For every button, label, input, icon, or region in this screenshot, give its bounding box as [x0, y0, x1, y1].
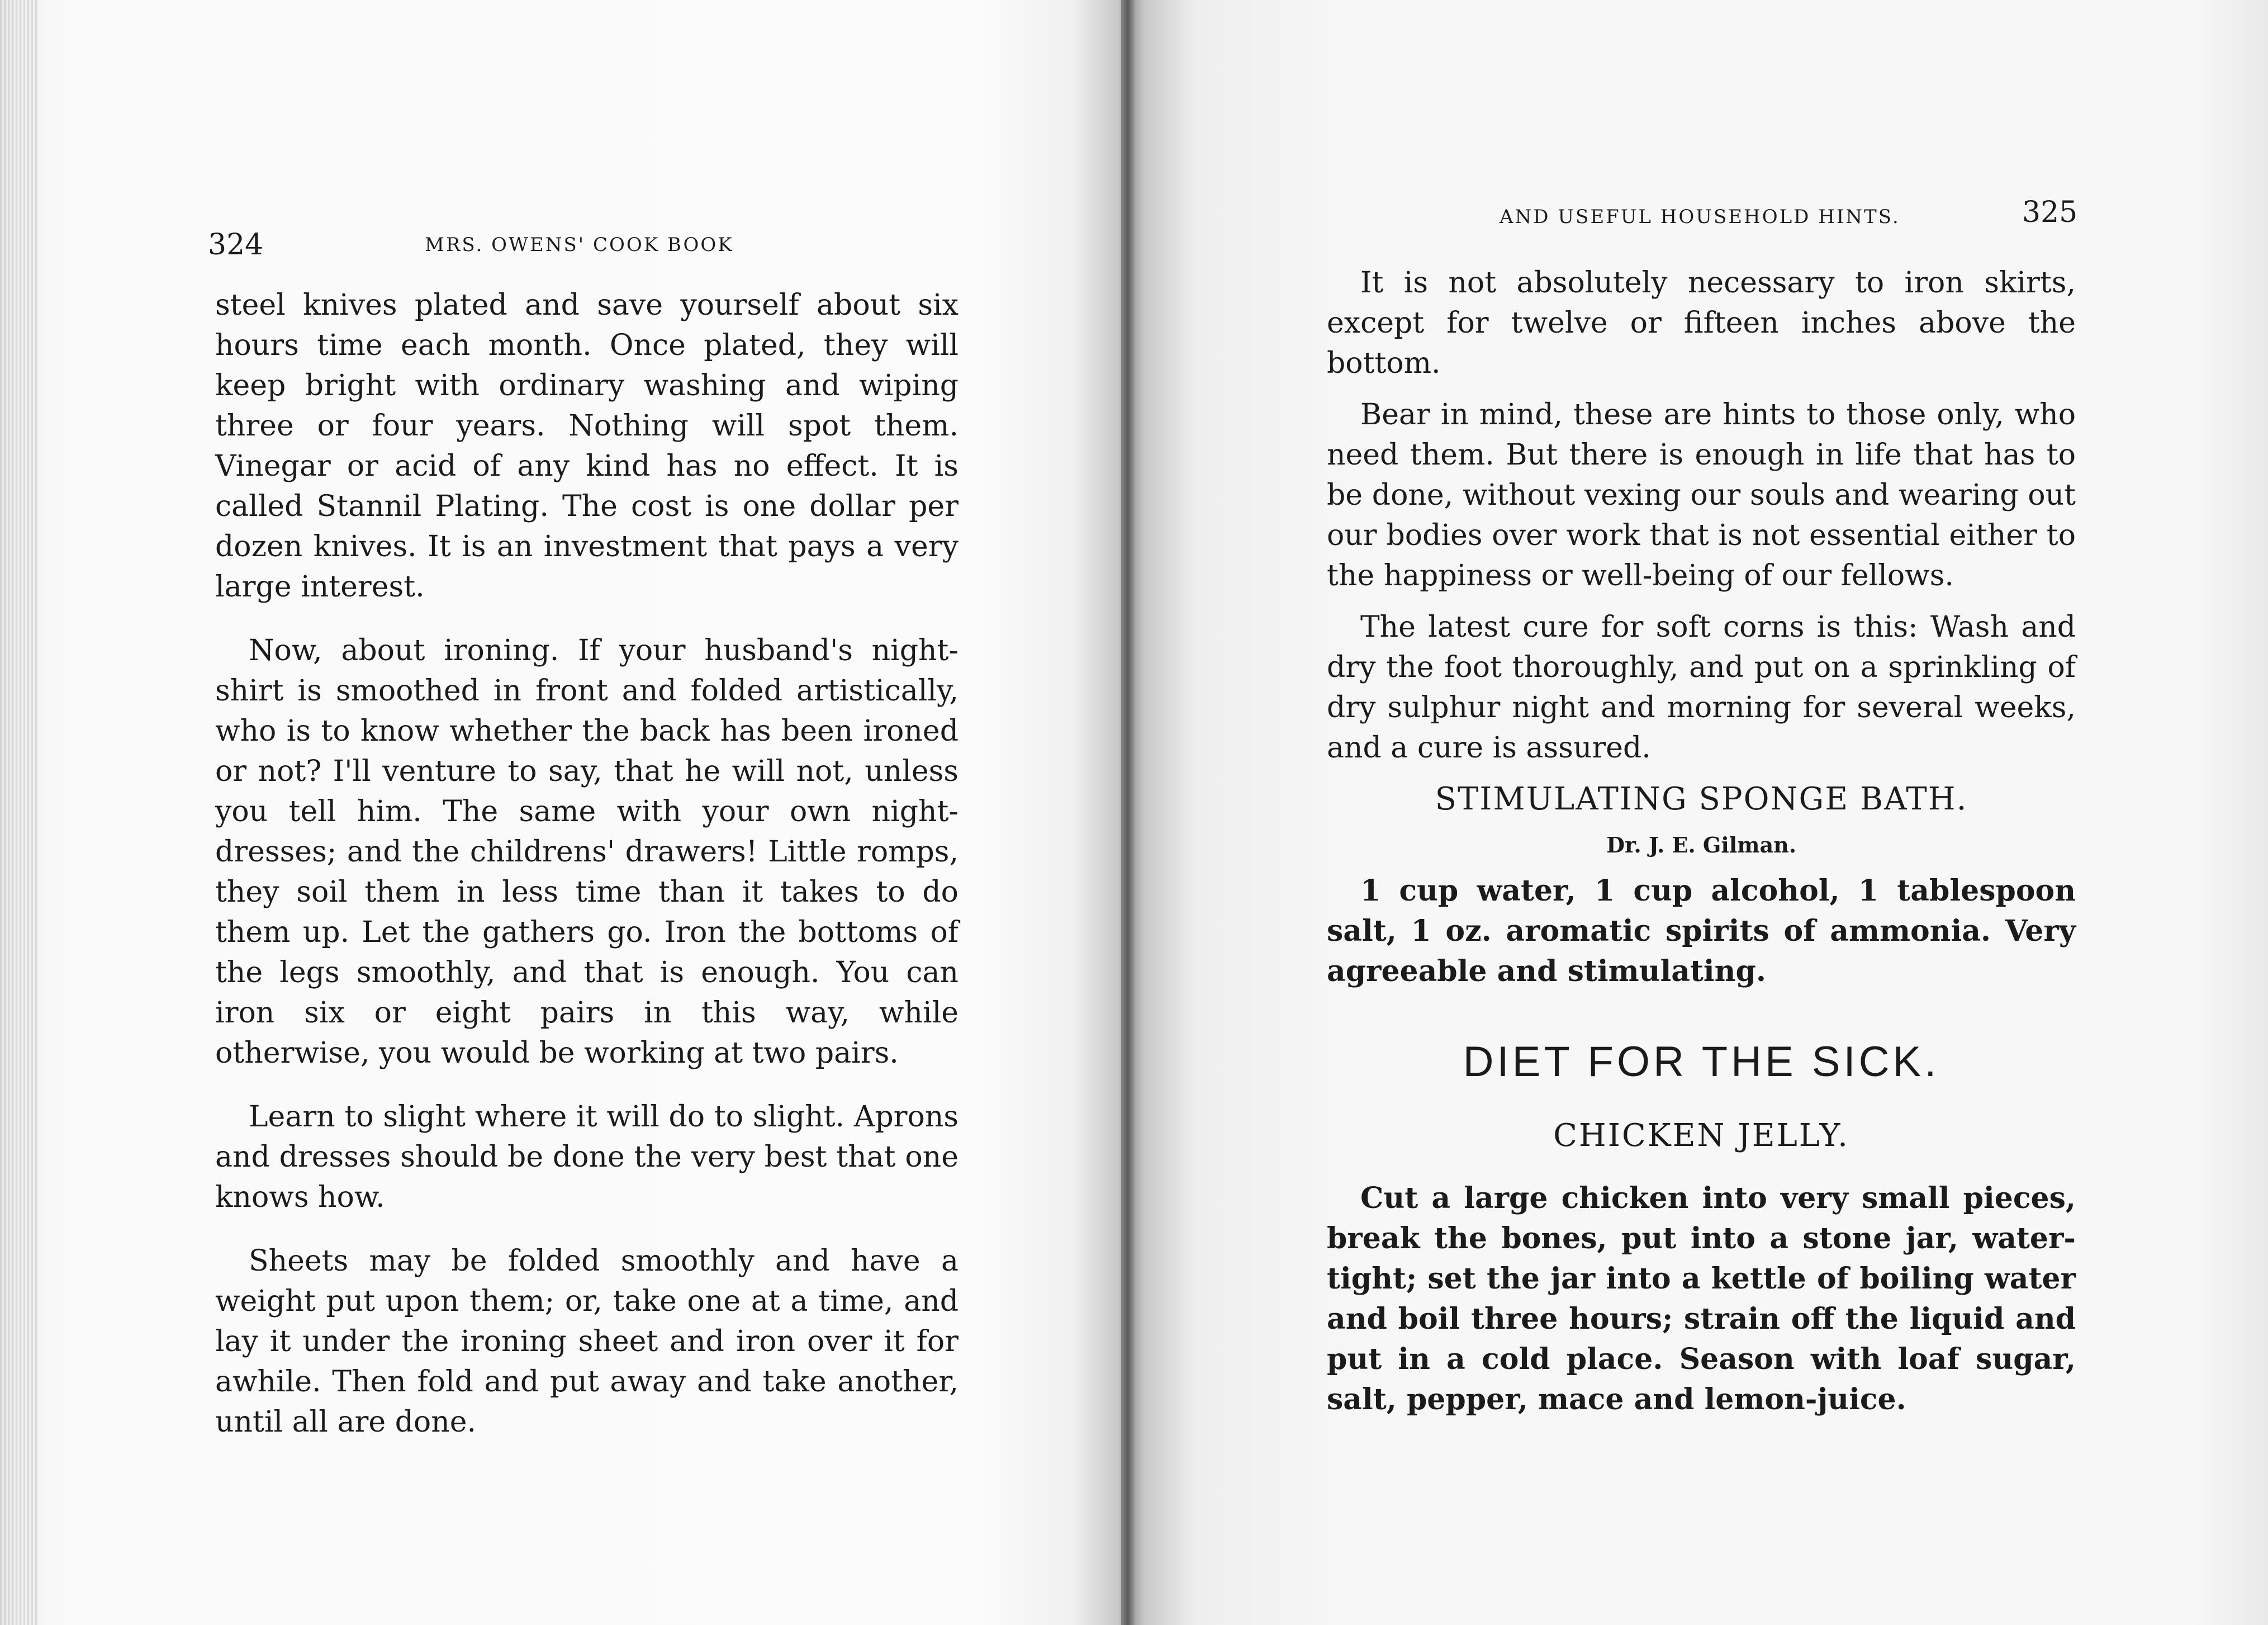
right-page	[1128, 0, 2268, 1625]
running-head: AND USEFUL HOUSEHOLD HINTS.	[1500, 206, 1900, 228]
page-number: 325	[2022, 196, 2078, 229]
paragraph: steel knives plated and save yourself about six hours time each month. Once plated, they will keep bright with ordinary washing and wiping three or four years. Nothing will spot them. Vinegar or acid of any kind has no effect. It is called Stannil Plating. The cost is one dollar per dozen knives. It is an investment that pays a very large interest.	[215, 288, 959, 604]
recipe-text: Cut a large chicken into very small pieces, break the bones, put into a stone jar, water-tight; set the jar into a kettle of boiling water and boil three hours; strain off the liquid and put in a cold place. Season with loaf sugar, salt, pepper, mace and lemon-juice.	[1327, 1181, 2076, 1416]
book-gutter	[1121, 0, 1135, 1625]
paragraph: Learn to slight where it will do to slight. Aprons and dresses should be done the very best that one knows how.	[215, 1100, 959, 1214]
paragraph: Bear in mind, these are hints to those only, who need them. But there is enough in life that has to be done, without vexing our souls and wearing out our bodies over work that is not essential either to the happiness or well-being of our fellows.	[1327, 398, 2076, 593]
recipe-title: STIMULATING SPONGE BATH.	[1435, 781, 1968, 817]
recipe-text: 1 cup water, 1 cup alcohol, 1 tablespoon salt, 1 oz. aromatic spirits of ammonia. Very agreeable and stimulating.	[1327, 874, 2076, 988]
left-body-text	[215, 285, 959, 1466]
section-title: DIET FOR THE SICK.	[1463, 1038, 1940, 1086]
paragraph: Sheets may be folded smoothly and have a weight put upon them; or, take one at a time, and lay it under the ironing sheet and iron over it for awhile. Then fold and put away and take another, until all are done.	[215, 1244, 959, 1439]
paragraph: It is not absolutely necessary to iron skirts, except for twelve or fifteen inches above the bottom.	[1327, 266, 2076, 380]
page-number: 324	[208, 228, 264, 262]
running-head: MRS. OWENS' COOK BOOK	[425, 234, 734, 256]
right-body-text	[1327, 263, 2076, 1431]
left-page	[0, 0, 1128, 1625]
page-edge	[0, 0, 39, 1625]
recipe-title: CHICKEN JELLY.	[1553, 1117, 1849, 1154]
recipe-attribution: Dr. J. E. Gilman.	[1606, 832, 1796, 857]
paragraph: Now, about ironing. If your husband's night-shirt is smoothed in front and folded artistically, who is to know whether the back has been ironed or not? I'll venture to say, that he will not, unless you tell him. The same with your own night-dresses; and the childrens' drawers! Little romps, they soil them in less time than it takes to do them up. Let the gathers go. Iron the bottoms of the legs smoothly, and that is enough. You can iron six or eight pairs in this way, while otherwise, you would be working at two pairs.	[215, 634, 959, 1070]
paragraph: The latest cure for soft corns is this: Wash and dry the foot thoroughly, and put on a sprinkling of dry sulphur night and morning for several weeks, and a cure is assured.	[1327, 610, 2076, 765]
